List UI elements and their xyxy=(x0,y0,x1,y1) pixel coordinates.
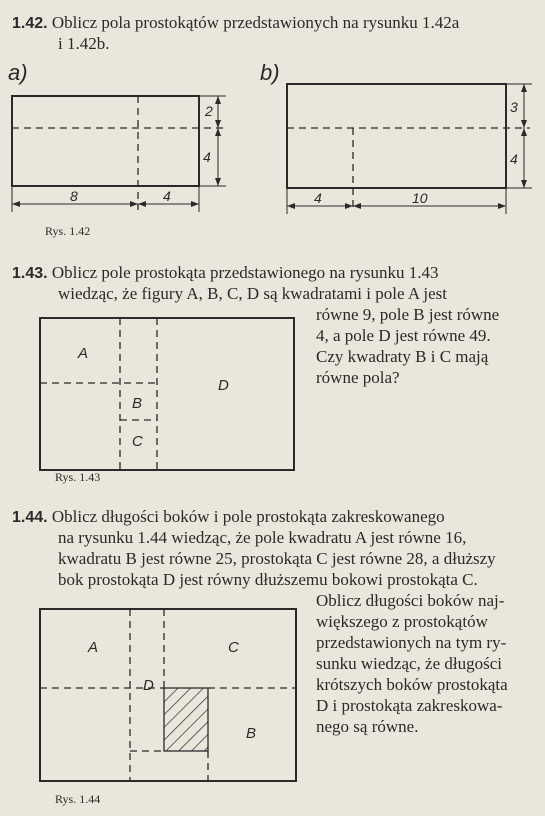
region-label-c: C xyxy=(228,639,239,656)
problem-1-44-line-6: większego z prostokątów xyxy=(316,612,488,631)
figure-caption: Rys. 1.44 xyxy=(55,792,101,806)
problem-1-42-line-2: i 1.42b. xyxy=(58,34,110,53)
rectangle-1-43 xyxy=(40,318,294,470)
dimension-label: 3 xyxy=(510,99,518,115)
region-label-a: A xyxy=(88,639,99,656)
figure-caption: Rys. 1.43 xyxy=(55,470,101,484)
problem-1-44-line-11: nego są równe. xyxy=(316,717,419,736)
dimension-label: 4 xyxy=(510,151,518,167)
problem-1-43-line-2: wiedząc, że figury A, B, C, D są kwadratami i pole A jest xyxy=(58,284,448,303)
problem-1-43-line-3: równe 9, pole B jest równe xyxy=(316,305,500,324)
dimension-label: 8 xyxy=(70,188,78,204)
dimension-label: 2 xyxy=(205,103,213,119)
problem-text: Oblicz pole prostokąta przedstawionego na rysunku 1.43 xyxy=(51,263,439,282)
problem-1-44-line-10: D i prostokąta zakreskowa- xyxy=(316,696,503,715)
dimension-label: 4 xyxy=(203,149,211,165)
problem-1-43-line-4: 4, a pole D jest równe 49. xyxy=(316,326,491,345)
problem-number: 1.44. xyxy=(12,509,48,526)
problem-1-44-line-4: bok prostokąta D jest równy dłuższemu bokowi prostokąta C. xyxy=(58,570,478,589)
problem-1-44-line-1 xyxy=(12,506,445,528)
problem-1-44-line-7: przedstawionych na tym ry- xyxy=(316,633,507,652)
figure-label-a: a) xyxy=(8,60,28,85)
problem-1-43-line-1 xyxy=(12,262,439,284)
problem-number: 1.43. xyxy=(12,265,48,282)
rectangle-a xyxy=(12,96,199,186)
figure-label-b: b) xyxy=(260,60,280,85)
problem-1-44-line-2: na rysunku 1.44 wiedząc, że pole kwadratu A jest równe 16, xyxy=(58,528,467,547)
problem-1-44-line-9: krótszych boków prostokąta xyxy=(316,675,508,694)
region-label-b: B xyxy=(246,725,257,742)
square-label-c: C xyxy=(132,433,143,450)
dimension-label: 4 xyxy=(314,190,322,206)
problem-1-44-line-5: Oblicz długości boków naj- xyxy=(316,591,505,610)
rectangle-b xyxy=(287,84,506,188)
square-label-b: B xyxy=(132,395,143,412)
problem-1-44-line-8: sunku wiedząc, że długości xyxy=(316,654,502,673)
hatched-rectangle xyxy=(164,688,208,751)
problem-1-43-line-6: równe pola? xyxy=(316,368,400,387)
square-label-a: A xyxy=(78,345,89,362)
problem-text: Oblicz pola prostokątów przedstawionych na rysunku 1.42a xyxy=(51,13,460,32)
dimension-label: 4 xyxy=(163,188,171,204)
problem-1-44-line-3: kwadratu B jest równe 25, prostokąta C jest równe 28, a dłuższy xyxy=(58,549,496,568)
square-label-d: D xyxy=(218,377,229,394)
figure-caption: Rys. 1.42 xyxy=(45,224,91,238)
problem-1-43-line-5: Czy kwadraty B i C mają xyxy=(316,347,489,366)
problem-text: Oblicz długości boków i pole prostokąta zakreskowanego xyxy=(51,507,445,526)
region-label-d: D xyxy=(143,677,154,694)
dimension-label: 10 xyxy=(412,190,428,206)
problem-number: 1.42. xyxy=(12,15,48,32)
